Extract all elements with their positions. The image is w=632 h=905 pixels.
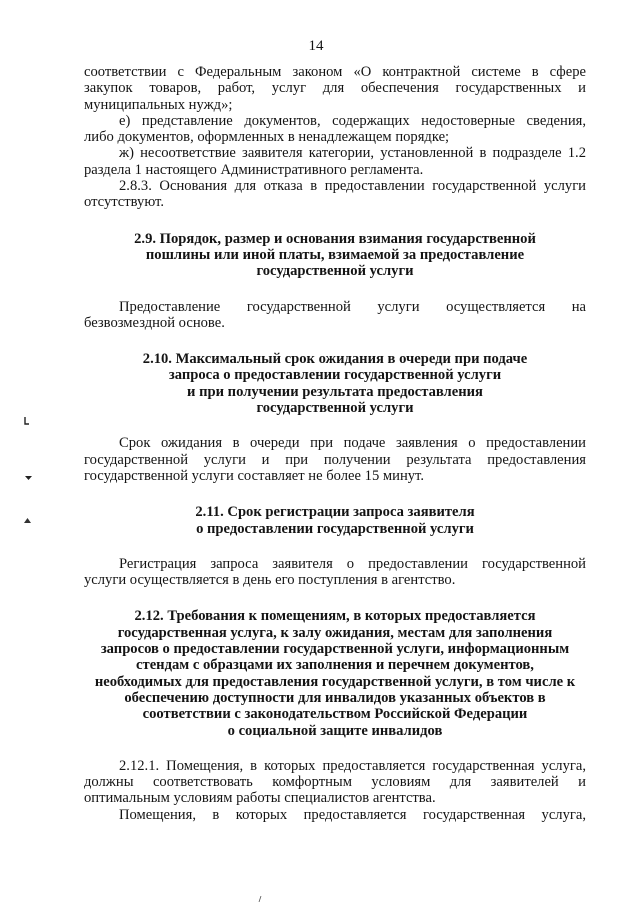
- paragraph-waiting-time: [84, 435, 586, 484]
- paragraph-free-service: [84, 299, 586, 332]
- heading-line: о социальной защите инвалидов: [227, 722, 443, 739]
- text-line: 2.12.1. Помещения, в которых предоставляется государственная услуга,: [119, 757, 586, 774]
- text-line: муниципальных нужд»;: [84, 96, 233, 113]
- text-line: соответствии с Федеральным законом «О контрактной системе в сфере: [84, 64, 586, 80]
- heading-line: 2.9. Порядок, размер и основания взимания государственной: [134, 230, 536, 247]
- text-line: е) представление документов, содержащих недостоверные сведения,: [119, 112, 586, 129]
- text-line: Помещения, в которых предоставляется государственная услуга,: [119, 806, 586, 823]
- text-line: Предоставление государственной услуги осуществляется на: [119, 298, 586, 315]
- heading-line: государственной услуги: [256, 400, 414, 417]
- text-line: услуги осуществляется в день его поступления в агентство.: [84, 572, 456, 589]
- text-line: закупок товаров, работ, услуг для обеспечения государственных и: [84, 80, 586, 97]
- scan-mark: [258, 896, 264, 902]
- heading-line: запросов о предоставлении государственной услуги, информационным: [100, 641, 570, 658]
- paragraph-contract-law: [84, 64, 586, 113]
- scan-mark: [25, 475, 31, 481]
- heading-line: обеспечению доступности для инвалидов указанных объектов в: [124, 689, 546, 706]
- paragraph-item-e: [84, 113, 586, 146]
- heading-line: государственная услуга, к залу ожидания, местам для заполнения: [117, 624, 553, 641]
- heading-line: 2.10. Максимальный срок ожидания в очереди при подаче: [142, 351, 528, 368]
- page-number: 14: [308, 38, 324, 54]
- text-line: государственной услуги и при получении результата предоставления: [84, 451, 586, 468]
- text-line: отсутствуют.: [84, 194, 164, 211]
- document-body: [84, 64, 586, 823]
- heading-line: пошлины или иной платы, взимаемой за предоставление: [145, 246, 525, 263]
- heading-line: и при получении результата предоставления: [187, 383, 483, 400]
- heading-line: 2.12. Требования к помещениям, в которых предоставляется: [134, 608, 536, 625]
- scan-mark: [24, 518, 30, 524]
- text-line: ж) несоответствие заявителя категории, установленной в подразделе 1.2: [119, 145, 586, 162]
- scan-mark: [24, 417, 30, 423]
- text-line: Срок ожидания в очереди при подаче заявления о предоставлении: [119, 435, 586, 452]
- heading-line: о предоставлении государственной услуги: [196, 520, 474, 537]
- paragraph-item-zh: [84, 145, 586, 178]
- paragraph-2-8-3: [84, 178, 586, 211]
- text-line: 2.8.3. Основания для отказа в предоставлении государственной услуги: [119, 178, 586, 195]
- text-line: безвозмездной основе.: [84, 314, 225, 331]
- text-line: раздела 1 настоящего Административного регламента.: [84, 161, 424, 178]
- heading-line: соответствии с законодательством Российской Федерации: [142, 706, 528, 723]
- paragraph-premises: [84, 807, 586, 823]
- heading-2-9: [84, 231, 586, 280]
- heading-line: 2.11. Срок регистрации запроса заявителя: [195, 504, 475, 521]
- paragraph-2-12-1: [84, 758, 586, 807]
- heading-line: запроса о предоставлении государственной услуги: [168, 367, 502, 384]
- text-line: Регистрация запроса заявителя о предоставлении государственной: [119, 555, 586, 572]
- heading-line: необходимых для предоставления государственной услуги, в том числе к: [94, 673, 576, 690]
- text-line: должны соответствовать комфортным условиям для заявителей и: [84, 774, 586, 791]
- text-line: оптимальным условиям работы специалистов агентства.: [84, 790, 436, 807]
- heading-line: стендам с образцами их заполнения и перечнем документов,: [136, 657, 534, 674]
- text-line: государственной услуги составляет не более 15 минут.: [84, 467, 424, 484]
- paragraph-registration: [84, 556, 586, 589]
- heading-2-10: [84, 351, 586, 416]
- text-line: либо документов, оформленных в ненадлежащем порядке;: [84, 129, 450, 146]
- heading-line: государственной услуги: [256, 263, 414, 280]
- heading-2-11: [84, 504, 586, 537]
- heading-2-12: [84, 608, 586, 738]
